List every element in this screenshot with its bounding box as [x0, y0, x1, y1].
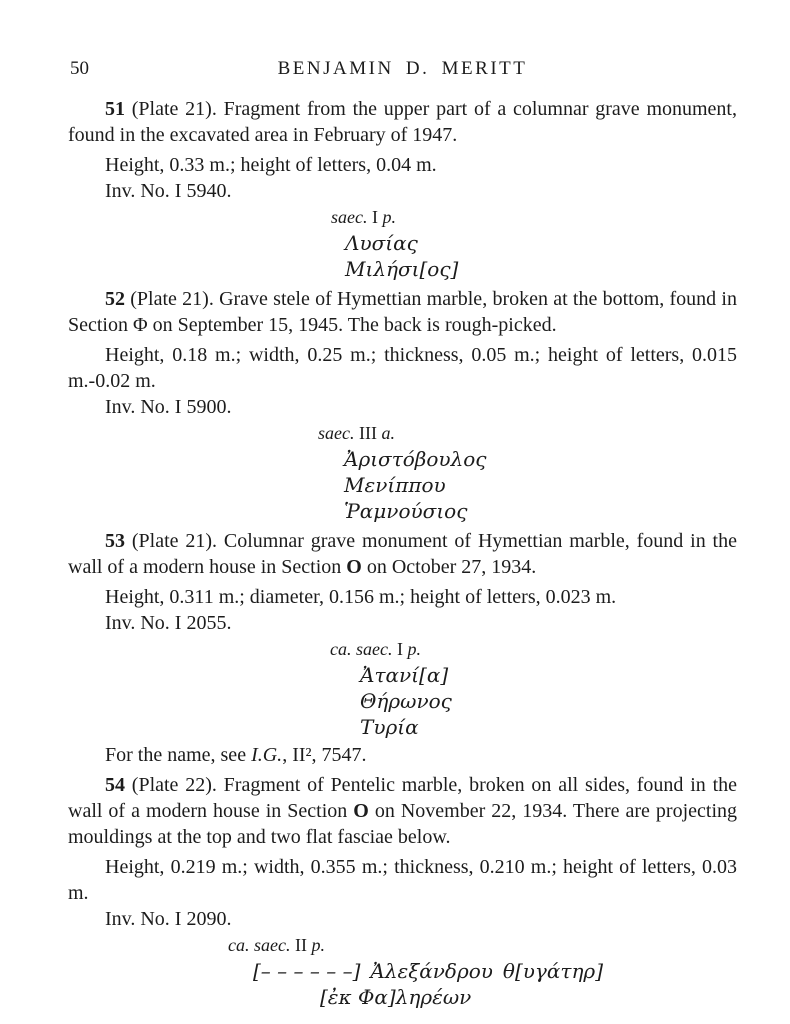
date-line — [228, 932, 737, 958]
ig-citation: I.G. — [251, 744, 283, 766]
entry-description: (Plate 21). Columnar grave monument of Hymettian marble, found in the wall of a modern house in Section — [68, 530, 737, 578]
page-header — [68, 58, 737, 80]
date-suffix: p. — [407, 639, 421, 659]
greek-line: Ῥαμνούσιος — [344, 499, 468, 523]
section-letter: O — [353, 800, 369, 822]
entry-number: 54 — [105, 774, 125, 796]
dimensions-line: Height, 0.219 m.; width, 0.355 m.; thickness, 0.210 m.; height of letters, 0.03 m. — [68, 856, 737, 904]
entry-paragraph — [68, 286, 737, 338]
date-prefix: saec. — [318, 423, 355, 443]
entry-number: 53 — [105, 530, 125, 552]
greek-line: Θήρωνος — [360, 689, 452, 713]
inventory-line: Inv. No. I 5900. — [105, 396, 232, 418]
entry-number: 51 — [105, 98, 125, 120]
date-line — [330, 636, 737, 662]
entry-52 — [68, 286, 737, 524]
note-text: , II², 7547. — [282, 744, 367, 766]
entry-description: on November 22, 1934. There are projecting mouldings at the top and two flat fasciae below. — [68, 800, 737, 848]
page-number: 50 — [70, 58, 89, 79]
greek-line: Ἀριστόβουλος — [344, 447, 487, 471]
entry-51 — [68, 96, 737, 282]
dimensions-line: Height, 0.18 m.; width, 0.25 m.; thickness, 0.05 m.; height of letters, 0.015 m.-0.02 m. — [68, 344, 737, 392]
name-reference-note — [68, 742, 737, 768]
date-prefix: ca. saec. — [330, 639, 393, 659]
entry-number: 52 — [105, 288, 125, 310]
note-text: For the name, see — [105, 744, 252, 766]
inventory-line: Inv. No. I 5940. — [105, 180, 232, 202]
entry-paragraph — [68, 772, 737, 850]
section-letter: O — [346, 556, 362, 578]
date-roman-numeral: II — [294, 935, 307, 955]
greek-line: Μιλήσι[ος] — [345, 257, 459, 281]
entry-paragraph — [68, 96, 737, 148]
entry-description: on October 27, 1934. — [361, 556, 537, 578]
greek-line: Μενίππου — [344, 473, 446, 497]
greek-line: [– – – – – –] Ἀλεξάνδρου θ[υγάτηρ] — [253, 959, 603, 983]
greek-line: Τυρία — [360, 715, 419, 739]
greek-line: Λυσίας — [345, 231, 418, 255]
greek-line: [ἐκ Φα]ληρέων — [320, 985, 472, 1009]
entry-54 — [68, 772, 737, 1010]
date-suffix: a. — [381, 423, 395, 443]
entry-description: (Plate 21). Grave stele of Hymettian marble, broken at the bottom, found in Section Φ on September 15, 1945. The back is rough-picked. — [68, 288, 737, 336]
entry-paragraph — [68, 528, 737, 580]
date-suffix: p. — [382, 207, 396, 227]
inventory-line: Inv. No. I 2090. — [105, 908, 232, 930]
date-suffix: p. — [311, 935, 325, 955]
entry-53 — [68, 528, 737, 768]
running-head: BENJAMIN D. MERITT — [277, 58, 528, 79]
date-line — [331, 204, 737, 230]
entry-description: (Plate 21). Fragment from the upper part of a columnar grave monument, found in the excavated area in February of 1947. — [68, 98, 737, 146]
inventory-line: Inv. No. I 2055. — [105, 612, 232, 634]
date-prefix: ca. saec. — [228, 935, 291, 955]
dimensions-line: Height, 0.33 m.; height of letters, 0.04 m. — [105, 154, 437, 176]
entry-description: (Plate 22). Fragment of Pentelic marble, broken on all sides, found in the wall of a modern house in Section — [68, 774, 737, 822]
greek-line: Ἀτανί[α] — [360, 663, 449, 687]
date-roman-numeral: I — [396, 639, 403, 659]
date-prefix: saec. — [331, 207, 368, 227]
date-roman-numeral: III — [358, 423, 377, 443]
dimensions-line: Height, 0.311 m.; diameter, 0.156 m.; height of letters, 0.023 m. — [105, 586, 617, 608]
date-line — [318, 420, 737, 446]
date-roman-numeral: I — [371, 207, 378, 227]
